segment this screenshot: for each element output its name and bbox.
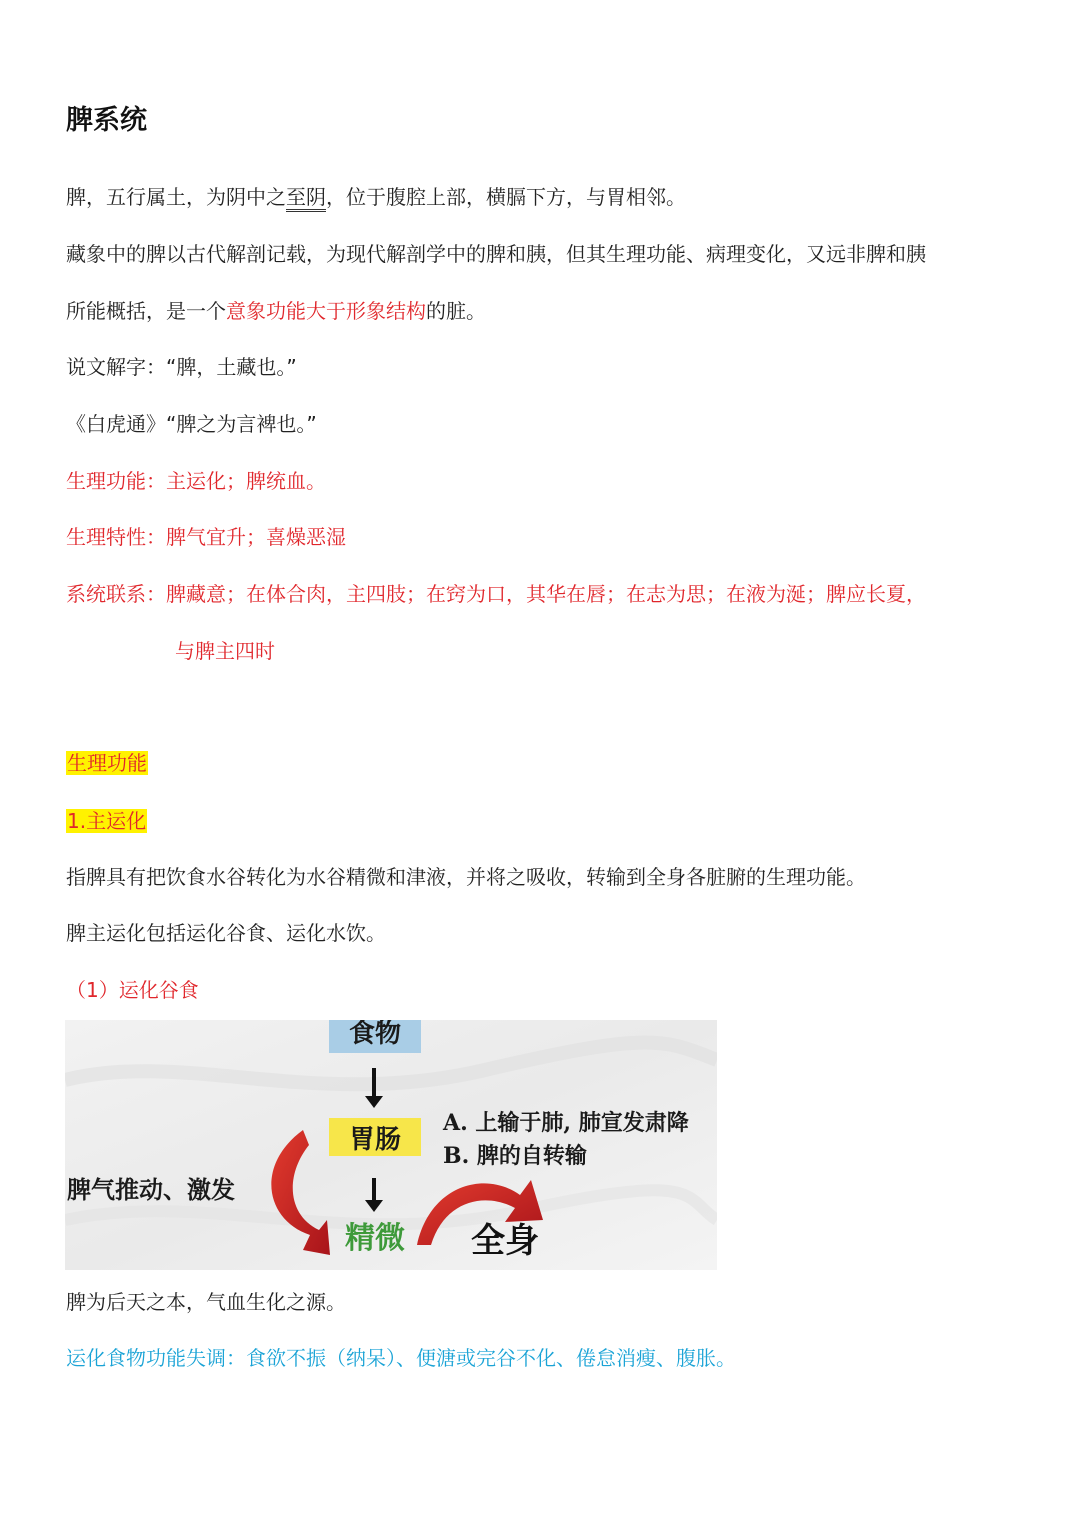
intro-line-2: 藏象中的脾以古代解剖记载，为现代解剖学中的脾和胰，但其生理功能、病理变化，又远非脾和胰 <box>66 242 926 266</box>
shuowen-quote: 说文解字：“脾，土藏也。” <box>66 355 297 379</box>
sub-heading-text: 1.主运化 <box>67 809 147 833</box>
physio-trait-line: 生理特性：脾气宜升；喜燥恶湿 <box>66 525 346 549</box>
system-link-line-2: 与脾主四时 <box>175 639 275 663</box>
sub-heading <box>66 806 147 836</box>
intro-text: 的脏。 <box>426 299 486 323</box>
intro-text: ，位于腹腔上部，横膈下方，与胃相邻。 <box>326 185 686 209</box>
route-a-label: A. 上输于肺, 肺宣发肃降 <box>443 1110 689 1136</box>
system-link-line-1: 系统联系：脾藏意；在体合肉，主四肢；在窍为口，其华在唇；在志为思；在液为涎；脾应长夏， <box>66 582 926 606</box>
stomach-label: 胃肠 <box>348 1125 402 1155</box>
highlighted-phrase: 意象功能大于形象结构 <box>226 299 426 323</box>
baihutong-quote: 《白虎通》“脾之为言裨也。” <box>66 412 317 436</box>
section-heading-text: 生理功能 <box>67 751 147 775</box>
physio-function-line: 生理功能：主运化；脾统血。 <box>66 469 326 493</box>
intro-line-3 <box>66 296 486 326</box>
disorder-line: 运化食物功能失调：食欲不振（纳呆）、便溏或完谷不化、倦怠消瘦、腹胀。 <box>66 1346 736 1370</box>
section-desc-1: 指脾具有把饮食水谷转化为水谷精微和津液，并将之吸收，转输到全身各脏腑的生理功能。 <box>66 865 866 889</box>
underlined-term: 至阴 <box>286 185 326 212</box>
essence-label: 精微 <box>345 1221 405 1256</box>
whole-body-label: 全身 <box>471 1221 539 1261</box>
item-heading: （1）运化谷食 <box>66 978 199 1002</box>
intro-line-1 <box>66 182 686 212</box>
intro-text: 脾，五行属土，为阴中之 <box>66 185 286 209</box>
route-b-label: B. 脾的自转输 <box>443 1143 587 1169</box>
section-heading <box>66 748 148 778</box>
spleen-transport-diagram <box>65 1020 717 1270</box>
diagram-svg <box>65 1020 717 1270</box>
section-desc-2: 脾主运化包括运化谷食、运化水饮。 <box>66 921 386 945</box>
food-label: 食物 <box>348 1020 402 1049</box>
foundation-line: 脾为后天之本，气血生化之源。 <box>66 1290 346 1314</box>
driver-label: 脾气推动、激发 <box>67 1175 235 1204</box>
intro-text: 所能概括，是一个 <box>66 299 226 323</box>
page-title: 脾系统 <box>66 105 147 136</box>
